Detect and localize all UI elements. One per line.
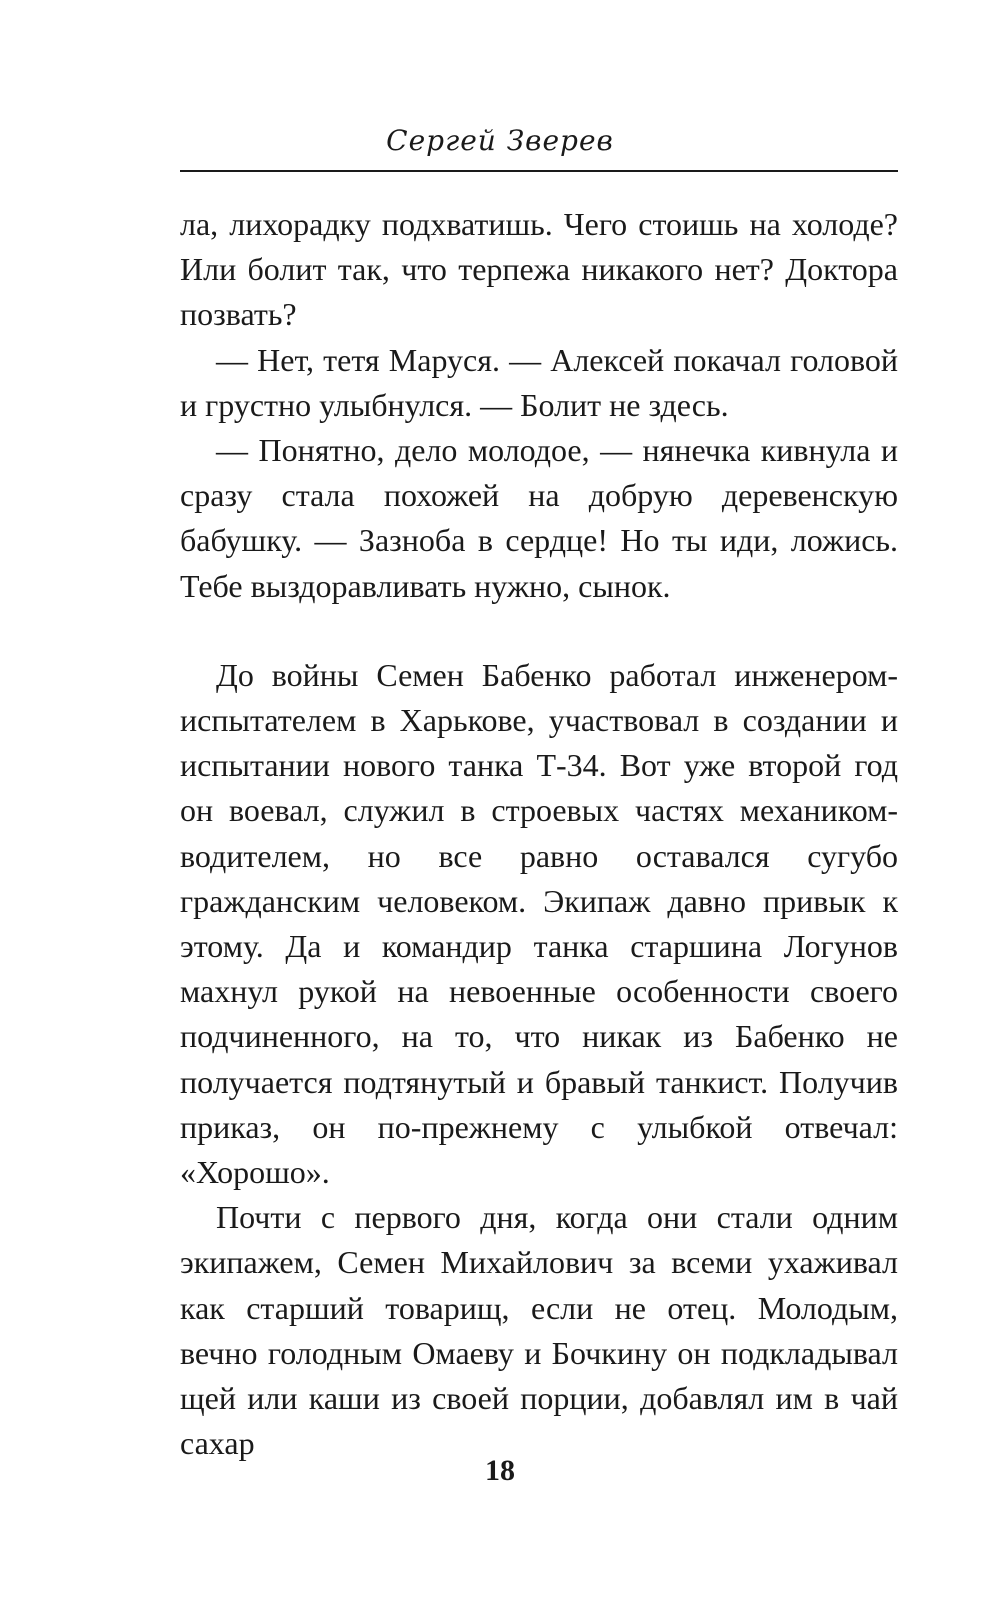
running-head-author: Сергей Зверев xyxy=(386,124,614,157)
paragraph: Почти с первого дня, когда они стали одним экипажем, Семен Михайлович за всеми ухаживал как старший товарищ, если не отец. Молодым, вечно голодным Омаеву и Бочкину он подкладывал щей или каши из своей порции, добавлял им в чай сахар xyxy=(180,1199,898,1462)
paragraph: — Нет, тетя Маруся. — Алексей покачал головой и грустно улыбнулся. — Болит не здесь. xyxy=(180,341,898,423)
section-break xyxy=(180,609,898,653)
page-number: 18 xyxy=(485,1454,515,1487)
paragraph: До войны Семен Бабенко работал инженером-испытателем в Харькове, участвовал в создании и испытании нового танка Т-34. Вот уже второй год он воевал, служил в строевых частях механиком-водителем, но все равно оставался сугубо гражданским человеком. Экипаж давно привык к этому. Да и командир танка старшина Логунов махнул рукой на невоенные особенности своего подчиненного, на то, что никак из Бабенко не получается подтянутый и бравый танкист. Получив приказ, он по-прежнему с улыбкой отвечал: «Хорошо». xyxy=(180,656,898,1191)
paragraph: — Понятно, дело молодое, — нянечка кивнула и сразу стала похожей на добрую деревенскую бабушку. — Зазноба в сердце! Но ты иди, ложись. Тебе выздоравливать нужно, сынок. xyxy=(180,432,898,604)
paragraph: ла, лихорадку подхватишь. Чего стоишь на холоде? Или болит так, что терпежа никакого нет? Доктора позвать? xyxy=(180,206,898,333)
page-body xyxy=(180,202,898,1466)
header-rule xyxy=(180,170,898,172)
